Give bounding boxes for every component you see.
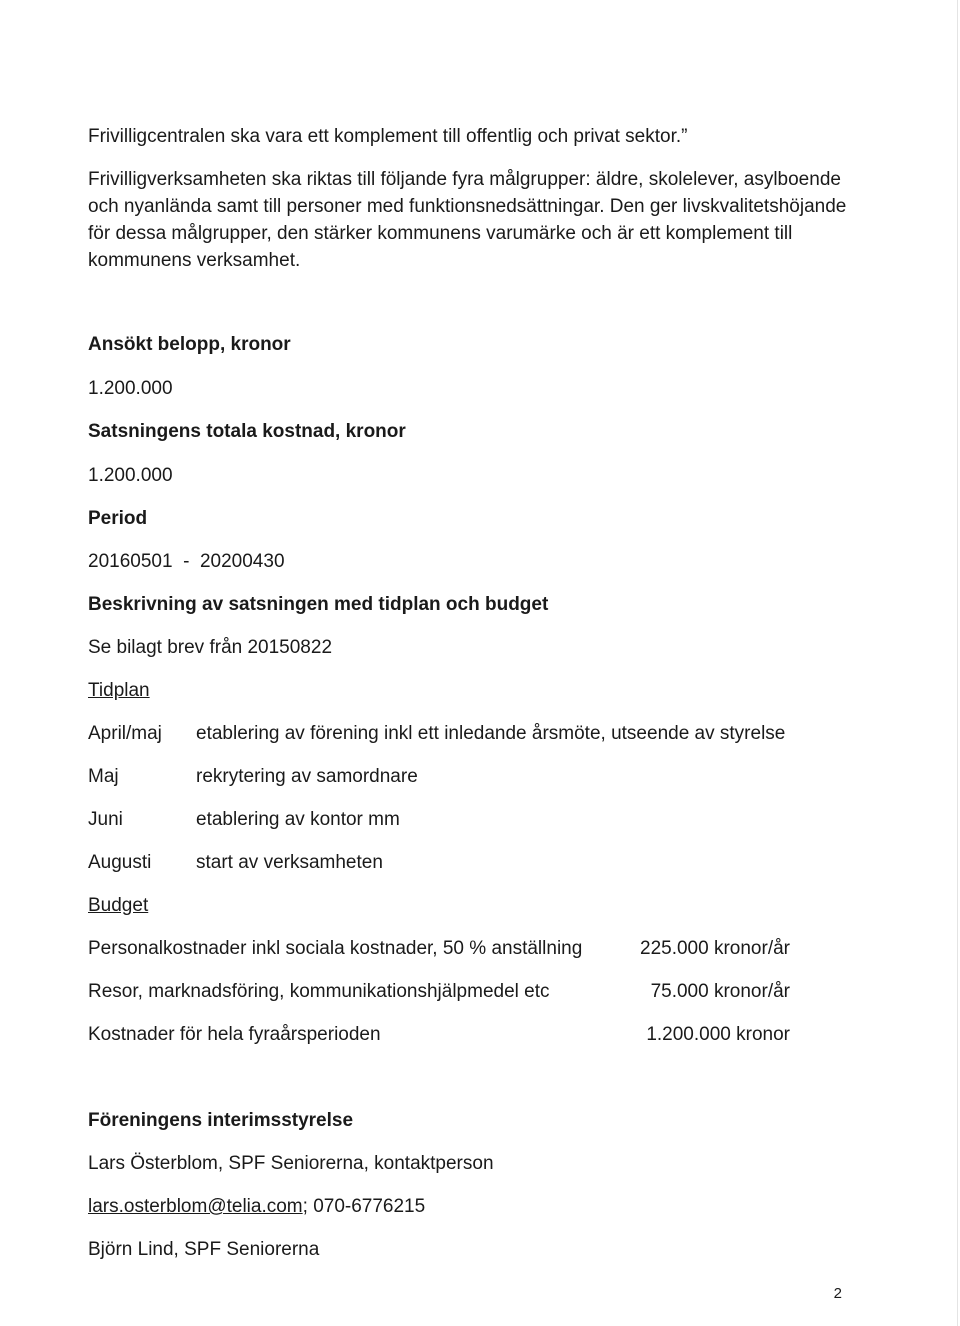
- budget-label: Kostnader för hela fyraårsperioden: [88, 1024, 381, 1045]
- budget-heading: Budget: [88, 895, 149, 916]
- timeline-month: Maj: [88, 766, 119, 787]
- phone-number: ; 070-6776215: [302, 1196, 426, 1217]
- timeline-activity: start av verksamheten: [196, 852, 383, 873]
- timeline-activity: etablering av förening inkl ett inledande årsmöte, utseende av styrelse: [196, 723, 786, 744]
- board-member-contact: Lars Österblom, SPF Seniorerna, kontaktperson: [88, 1153, 494, 1174]
- board-heading: Föreningens interimsstyrelse: [88, 1110, 354, 1131]
- timeline-activity: etablering av kontor mm: [196, 809, 400, 830]
- timeline-heading: Tidplan: [88, 680, 150, 701]
- board-member: Björn Lind, SPF Seniorerna: [88, 1239, 320, 1260]
- timeline-month: Juni: [88, 809, 123, 830]
- page-edge: [957, 0, 958, 1326]
- intro-paragraph: Frivilligverksamheten ska riktas till följande fyra målgrupper: äldre, skolelever, asylboende och nyanlända samt till personer med funktionsnedsättningar. Den ger livskvalitetshöjande för dessa målgrupper, den stärker kommunens varumärke och är ett komplement till kommunens verksamhet.: [88, 169, 847, 271]
- period-value: 20160501 - 20200430: [88, 551, 285, 572]
- total-cost-heading: Satsningens totala kostnad, kronor: [88, 421, 406, 442]
- timeline-activity: rekrytering av samordnare: [196, 766, 418, 787]
- applied-amount-heading: Ansökt belopp, kronor: [88, 334, 291, 355]
- applied-amount-value: 1.200.000: [88, 378, 173, 399]
- total-cost-value: 1.200.000: [88, 465, 173, 486]
- description-heading: Beskrivning av satsningen med tidplan och budget: [88, 594, 549, 615]
- budget-amount: 75.000 kronor/år: [650, 981, 790, 1002]
- email-link[interactable]: lars.osterblom@telia.com: [88, 1196, 303, 1217]
- budget-amount: 225.000 kronor/år: [640, 938, 790, 959]
- page-number: 2: [833, 1285, 842, 1302]
- contact-line: [88, 1194, 425, 1219]
- intro-line: Frivilligcentralen ska vara ett komplement till offentlig och privat sektor.”: [88, 126, 688, 147]
- budget-label: Resor, marknadsföring, kommunikationshjälpmedel etc: [88, 981, 550, 1002]
- budget-label: Personalkostnader inkl sociala kostnader, 50 % anställning: [88, 938, 583, 959]
- budget-amount: 1.200.000 kronor: [646, 1024, 790, 1045]
- period-heading: Period: [88, 508, 148, 529]
- description-value: Se bilagt brev från 20150822: [88, 637, 333, 658]
- timeline-month: Augusti: [88, 852, 152, 873]
- timeline-month: April/maj: [88, 723, 162, 744]
